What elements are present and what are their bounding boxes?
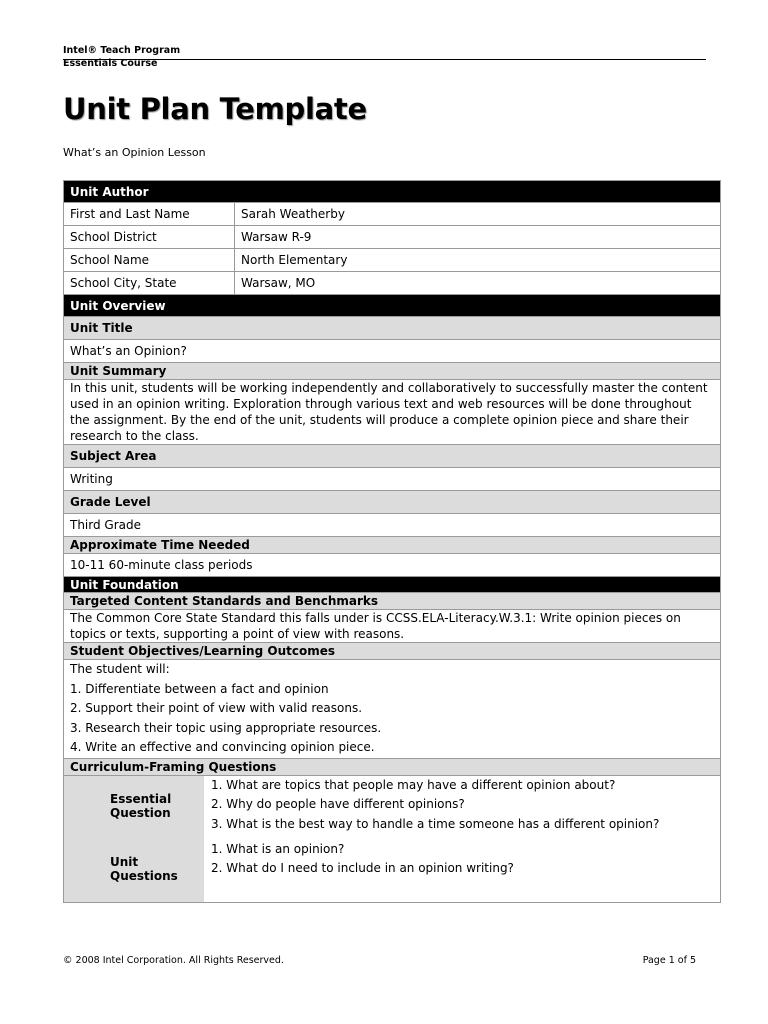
field-header-unit-summary xyxy=(64,363,721,380)
field-value-row xyxy=(64,610,721,643)
footer-page-number: Page 1 of 5 xyxy=(642,955,696,966)
field-value: North Elementary xyxy=(235,249,721,272)
field-label: Targeted Content Standards and Benchmarks xyxy=(64,593,721,610)
question-item: 3. What is the best way to handle a time someone has a different opinion? xyxy=(211,816,660,831)
field-header-objectives xyxy=(64,643,721,660)
objectives-list xyxy=(64,660,721,759)
field-header-subject-area xyxy=(64,445,721,468)
field-label: First and Last Name xyxy=(64,203,235,226)
field-value-row xyxy=(64,514,721,537)
author-row xyxy=(64,203,721,226)
unit-questions-list xyxy=(204,836,720,902)
unit-summary-text: In this unit, students will be working independently and collaboratively to successfully master the content used in an opinion writing. Exploration through various text and web resources will be done throughout the assignment. By the end of the unit, students will produce a complete opinion piece and share their research to the class. xyxy=(64,380,721,445)
question-item: 2. Why do people have different opinions? xyxy=(211,797,465,811)
field-value-row xyxy=(64,468,721,491)
unit-title-value: What’s an Opinion? xyxy=(64,340,721,363)
section-title: Unit Foundation xyxy=(64,577,721,593)
field-label: Unit Summary xyxy=(64,363,721,380)
section-header-unit-overview xyxy=(64,295,721,317)
field-label: Student Objectives/Learning Outcomes xyxy=(64,643,721,660)
author-row xyxy=(64,249,721,272)
label-line: Essential xyxy=(110,791,172,806)
field-label: Unit Title xyxy=(64,317,721,340)
field-label: Subject Area xyxy=(64,445,721,468)
field-value-row xyxy=(64,340,721,363)
author-row xyxy=(64,272,721,295)
program-name: Intel® Teach Program xyxy=(63,45,181,56)
document-header xyxy=(63,44,706,70)
field-value: Sarah Weatherby xyxy=(235,203,721,226)
field-label: School City, State xyxy=(64,272,235,295)
time-needed-value: 10-11 60-minute class periods xyxy=(64,554,721,577)
page-title: Unit Plan Template xyxy=(63,92,367,126)
curriculum-framing-row xyxy=(64,775,721,902)
objective-item: The student will: xyxy=(70,662,170,676)
essential-question-block xyxy=(64,776,720,836)
page-subtitle: What’s an Opinion Lesson xyxy=(63,146,206,159)
field-value-row xyxy=(64,660,721,759)
standards-text: The Common Core State Standard this falls under is CCSS.ELA-Literacy.W.3.1: Write opinion pieces on topics or texts, supporting a point of view with reasons. xyxy=(64,610,721,643)
field-header-standards xyxy=(64,593,721,610)
question-item: 2. What do I need to include in an opinion writing? xyxy=(211,861,514,875)
curriculum-framing-content xyxy=(64,775,721,902)
objective-item: 1. Differentiate between a fact and opinion xyxy=(70,681,329,696)
field-header-grade-level xyxy=(64,491,721,514)
objective-item: 4. Write an effective and convincing opinion piece. xyxy=(70,740,375,754)
unit-questions-label xyxy=(64,836,204,902)
author-row xyxy=(64,226,721,249)
label-line: Unit xyxy=(110,854,139,869)
field-value-row xyxy=(64,380,721,445)
unit-plan-table xyxy=(63,180,721,903)
field-label: Curriculum-Framing Questions xyxy=(64,758,721,775)
grade-level-value: Third Grade xyxy=(64,514,721,537)
section-header-unit-foundation xyxy=(64,577,721,593)
objective-item: 3. Research their topic using appropriate resources. xyxy=(70,720,382,735)
question-item: 1. What are topics that people may have a different opinion about? xyxy=(211,777,616,792)
essential-question-list xyxy=(204,776,720,836)
question-item: 1. What is an opinion? xyxy=(211,841,345,856)
field-label: School District xyxy=(64,226,235,249)
course-name: Essentials Course xyxy=(63,58,158,69)
section-title: Unit Author xyxy=(64,181,721,203)
field-label: Grade Level xyxy=(64,491,721,514)
field-header-unit-title xyxy=(64,317,721,340)
field-header-curriculum-framing xyxy=(64,758,721,775)
unit-questions-block xyxy=(64,836,720,902)
subject-area-value: Writing xyxy=(64,468,721,491)
header-rule xyxy=(63,59,706,60)
label-line: Question xyxy=(110,805,171,820)
field-header-time-needed xyxy=(64,537,721,554)
section-title: Unit Overview xyxy=(64,295,721,317)
footer-copyright: © 2008 Intel Corporation. All Rights Reserved. xyxy=(63,955,284,966)
field-label: Approximate Time Needed xyxy=(64,537,721,554)
field-label: School Name xyxy=(64,249,235,272)
field-value-row xyxy=(64,554,721,577)
section-header-unit-author xyxy=(64,181,721,203)
essential-question-label xyxy=(64,776,204,836)
field-value: Warsaw, MO xyxy=(235,272,721,295)
objective-item: 2. Support their point of view with valid reasons. xyxy=(70,701,363,715)
field-value: Warsaw R-9 xyxy=(235,226,721,249)
label-line: Questions xyxy=(110,868,178,883)
